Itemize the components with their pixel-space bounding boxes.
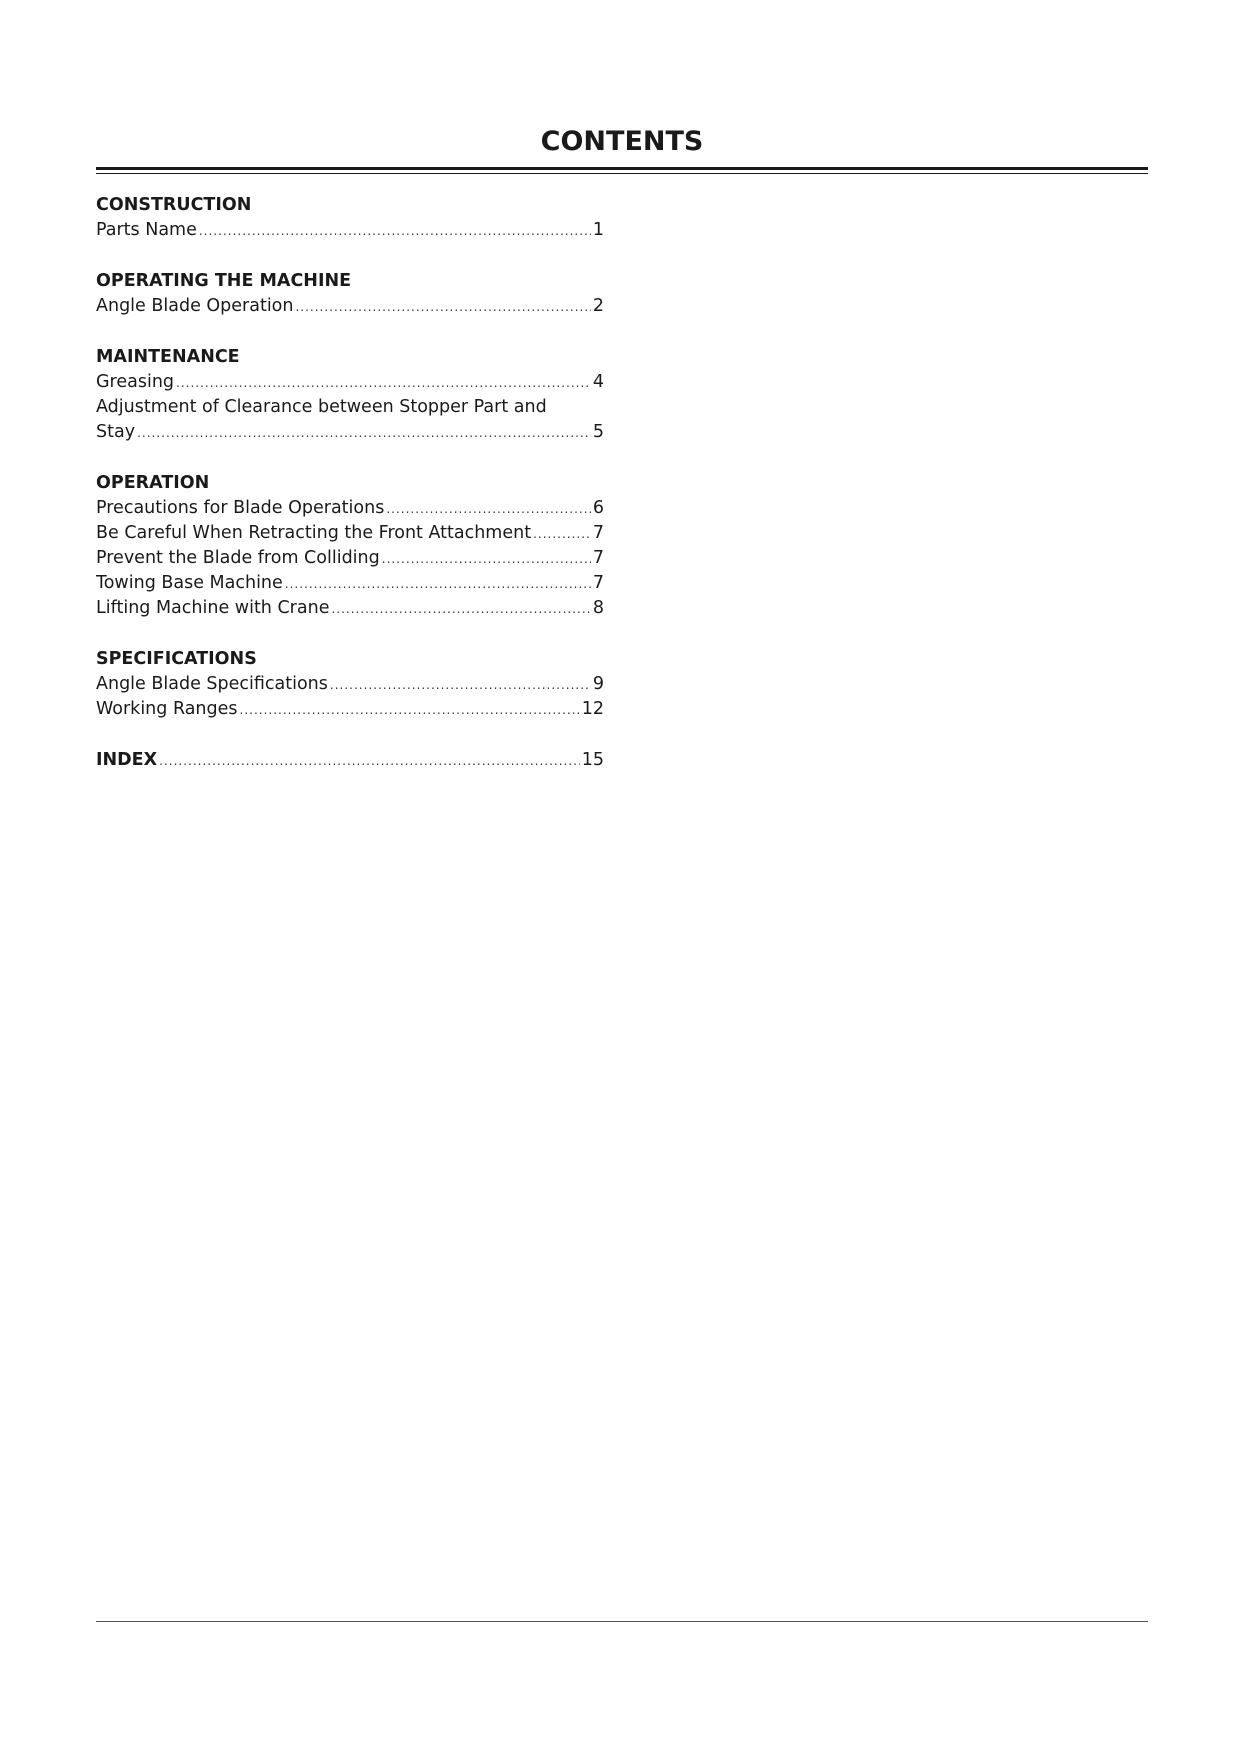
toc-entry-page: 6 xyxy=(592,498,604,518)
table-of-contents xyxy=(96,193,604,799)
toc-entry-page: 15 xyxy=(581,750,604,770)
section-heading: OPERATION xyxy=(96,473,210,493)
section-heading: OPERATING THE MACHINE xyxy=(96,271,352,291)
section-heading: CONSTRUCTION xyxy=(96,195,252,215)
toc-section-construction xyxy=(96,193,604,243)
toc-entry[interactable] xyxy=(96,571,604,596)
toc-entry-label: Precautions for Blade Operations xyxy=(96,498,385,518)
toc-entry-label: Be Careful When Retracting the Front Attachment xyxy=(96,523,532,543)
toc-entry[interactable] xyxy=(96,496,604,521)
toc-entry-label: Lifting Machine with Crane xyxy=(96,598,330,618)
dot-leader xyxy=(137,421,591,446)
toc-section-operating-the-machine xyxy=(96,269,604,319)
section-heading: MAINTENANCE xyxy=(96,347,240,367)
page-title: CONTENTS xyxy=(540,126,704,157)
footer-rule xyxy=(96,1621,1148,1622)
toc-entry-page: 7 xyxy=(592,573,604,593)
toc-entry-page: 2 xyxy=(592,296,604,316)
toc-entry-label: Towing Base Machine xyxy=(96,573,283,593)
dot-leader xyxy=(533,522,591,547)
toc-entry-page: 4 xyxy=(592,372,604,392)
title-rule-thin xyxy=(96,173,1148,174)
dot-leader xyxy=(176,371,591,396)
toc-entry[interactable] xyxy=(96,370,604,395)
toc-entry-page: 1 xyxy=(592,220,604,240)
toc-entry[interactable] xyxy=(96,697,604,722)
dot-leader xyxy=(159,749,580,774)
dot-leader xyxy=(285,572,591,597)
dot-leader xyxy=(331,597,590,622)
toc-entry-label: Greasing xyxy=(96,372,175,392)
toc-entry-label: Prevent the Blade from Colliding xyxy=(96,548,380,568)
toc-entry-index[interactable] xyxy=(96,748,604,773)
toc-section-maintenance xyxy=(96,345,604,445)
toc-entry-page: 7 xyxy=(592,523,604,543)
toc-entry[interactable] xyxy=(96,521,604,546)
dot-leader xyxy=(330,673,591,698)
toc-entry-page: 12 xyxy=(581,699,604,719)
toc-entry[interactable] xyxy=(96,672,604,697)
toc-entry[interactable] xyxy=(96,596,604,621)
toc-entry-label: INDEX xyxy=(96,750,158,770)
toc-entry-label-wrapped[interactable]: Adjustment of Clearance between Stopper Part and xyxy=(96,397,547,417)
toc-entry[interactable] xyxy=(96,218,604,243)
dot-leader xyxy=(386,497,591,522)
dot-leader xyxy=(240,698,580,723)
toc-entry[interactable] xyxy=(96,294,604,319)
dot-leader xyxy=(295,295,590,320)
title-rule-thick xyxy=(96,167,1148,170)
section-heading: SPECIFICATIONS xyxy=(96,649,257,669)
dot-leader xyxy=(382,547,591,572)
toc-entry-label: Parts Name xyxy=(96,220,197,240)
toc-section-specifications xyxy=(96,647,604,722)
toc-entry-page: 8 xyxy=(592,598,604,618)
toc-section-index xyxy=(96,748,604,773)
toc-entry-page: 5 xyxy=(592,422,604,442)
toc-entry-label: Working Ranges xyxy=(96,699,238,719)
toc-entry-page: 9 xyxy=(592,674,604,694)
toc-entry-label: Angle Blade Operation xyxy=(96,296,294,316)
toc-entry-label: Angle Blade Specifications xyxy=(96,674,328,694)
toc-entry-label: Stay xyxy=(96,422,136,442)
toc-entry[interactable] xyxy=(96,546,604,571)
dot-leader xyxy=(199,219,591,244)
toc-section-operation xyxy=(96,471,604,621)
toc-entry-page: 7 xyxy=(592,548,604,568)
toc-entry[interactable] xyxy=(96,420,604,445)
